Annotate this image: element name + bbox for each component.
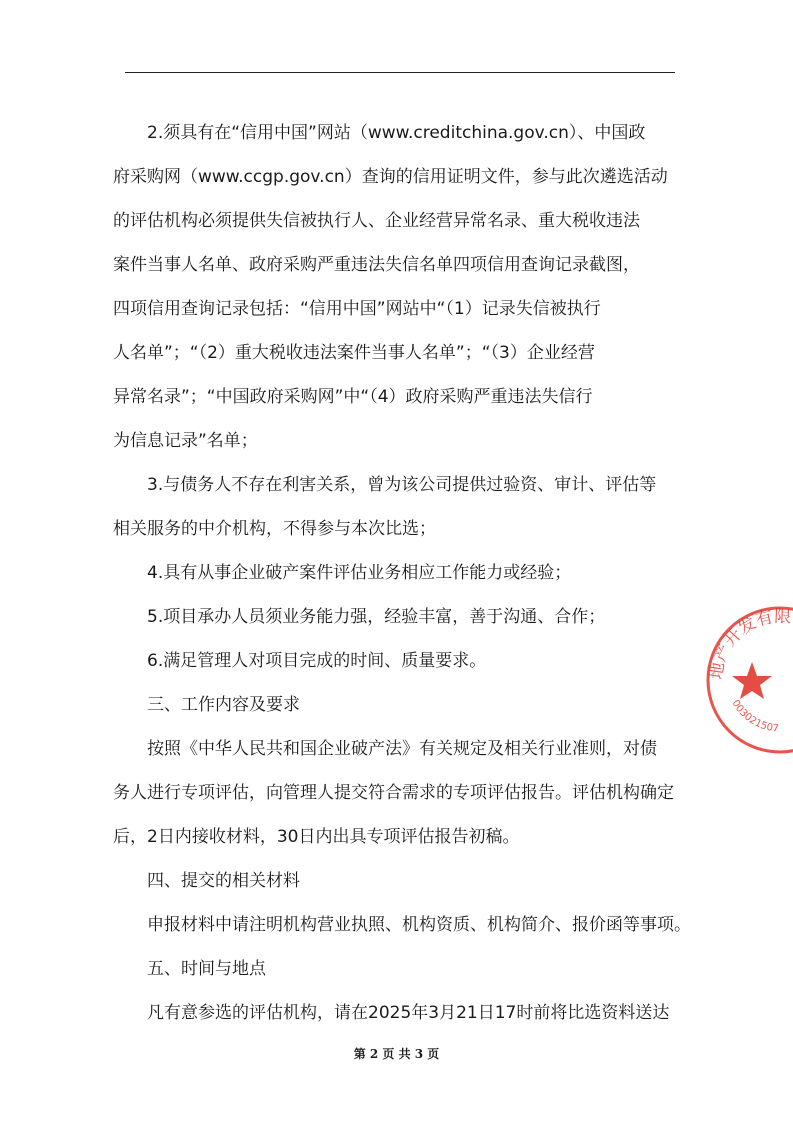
section-heading: 四、提交的相关材料 (147, 871, 300, 891)
paragraph-line: 的评估机构必须提供失信被执行人、企业经营异常名录、重大税收违法 (113, 211, 640, 231)
paragraph-line: 相关服务的中介机构，不得参与本次比选； (113, 519, 436, 539)
section-heading: 五、时间与地点 (147, 959, 266, 979)
seal-text-top: 地产开发有限 (706, 606, 792, 681)
paragraph-line: 务人进行专项评估，向管理人提交符合需求的专项评估报告。评估机构确定 (113, 783, 674, 803)
paragraph-line: 为信息记录”名单； (113, 431, 258, 451)
seal-star-icon (732, 662, 772, 699)
paragraph-line: 凡有意参选的评估机构，请在2025年3月21日17时前将比选资料送达 (147, 1003, 670, 1023)
paragraph-line: 案件当事人名单、政府采购严重违法失信名单四项信用查询记录截图， (113, 255, 640, 275)
official-seal-stamp (700, 600, 793, 760)
seal-text-bottom: 003021507 (729, 698, 780, 735)
paragraph-line: 按照《中华人民共和国企业破产法》有关规定及相关行业准则，对债 (147, 739, 657, 759)
paragraph-line: 四项信用查询记录包括：“信用中国”网站中“（1）记录失信被执行 (113, 299, 601, 319)
paragraph-line: 3.与债务人不存在利害关系，曾为该公司提供过验资、审计、评估等 (147, 475, 657, 495)
header-rule (125, 72, 675, 73)
paragraph-line: 申报材料中请注明机构营业执照、机构资质、机构简介、报价函等事项。 (147, 915, 691, 935)
paragraph-line: 府采购网（www.ccgp.gov.cn）查询的信用证明文件，参与此次遴选活动 (113, 167, 668, 187)
paragraph-line: 4.具有从事企业破产案件评估业务相应工作能力或经验； (147, 563, 572, 583)
paragraph-line: 异常名录”；“中国政府采购网”中“（4）政府采购严重违法失信行 (113, 387, 593, 407)
paragraph-line: 人名单”；“（2）重大税收违法案件当事人名单”；“（3）企业经营 (113, 343, 595, 363)
page-footer: 第 2 页 共 3 页 (353, 1047, 440, 1061)
paragraph-line: 2.须具有在“信用中国”网站（www.creditchina.gov.cn）、中国政 (147, 123, 646, 143)
paragraph-line: 5.项目承办人员须业务能力强，经验丰富，善于沟通、合作； (147, 607, 606, 627)
paragraph-line: 6.满足管理人对项目完成的时间、质量要求。 (147, 651, 487, 671)
section-heading: 三、工作内容及要求 (147, 695, 300, 715)
paragraph-line: 后，2日内接收材料，30日内出具专项评估报告初稿。 (113, 827, 520, 847)
